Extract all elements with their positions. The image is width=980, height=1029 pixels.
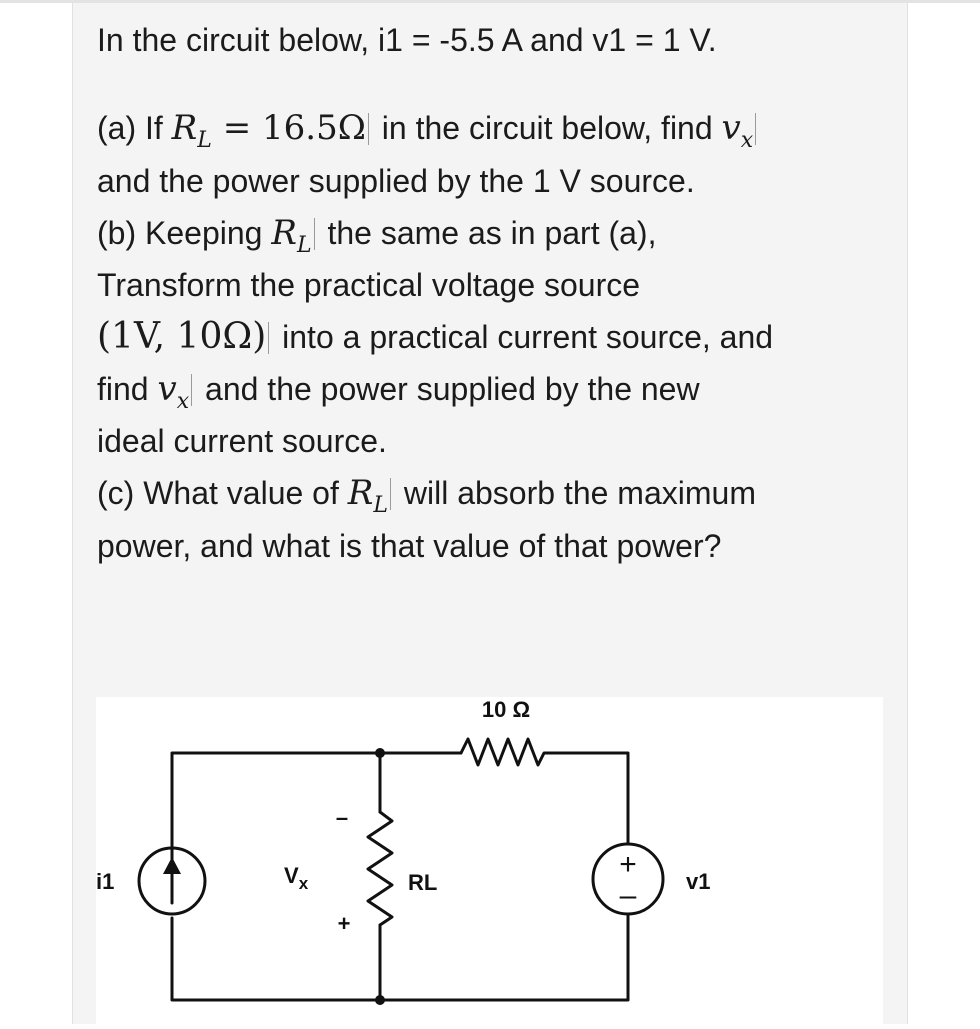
part-b-line-5: ideal current source.: [97, 423, 387, 459]
part-a-line-1: [97, 108, 897, 153]
rl-label: RL: [408, 870, 438, 895]
vx-subscript: x: [176, 389, 190, 414]
source-math: (1V, 10Ω): [97, 316, 267, 357]
part-b-line-2: Transform the practical voltage source: [97, 267, 641, 303]
rl-subscript: L: [296, 233, 312, 258]
part-b-line-4: [97, 369, 897, 414]
voltage-source-label: v1: [686, 869, 711, 894]
vsource-plus-sign: +: [619, 848, 637, 881]
math-cursor: [268, 322, 269, 354]
part-b-line-3: [97, 317, 897, 357]
vx-label-subscript: x: [298, 874, 309, 893]
math-cursor: [314, 218, 315, 250]
rl-value: 16.5Ω: [262, 108, 366, 148]
resistor-10-ohm: [461, 739, 551, 765]
part-b-line-4-suffix: and the power supplied by the new: [196, 371, 700, 407]
resistor-10-ohm-label: 10 Ω: [481, 697, 531, 722]
vsource-minus-sign: –: [619, 879, 637, 912]
wire-resistor-to-right: [551, 753, 628, 844]
vx-subscript: x: [740, 128, 754, 153]
math-cursor: [390, 478, 391, 510]
part-c-line-2: power, and what is that value of that power?: [97, 528, 722, 564]
part-a-mid: in the circuit below, find: [372, 110, 722, 146]
part-b-line-4-prefix: find: [97, 371, 158, 407]
rl-subscript: L: [197, 128, 212, 153]
part-b-prefix: (b) Keeping: [97, 215, 272, 251]
problem-intro: In the circuit below, i1 = -5.5 A and v1 = 1 V.: [97, 22, 717, 58]
circuit-svg: [96, 697, 883, 1024]
wire-left-top: [172, 753, 380, 881]
part-c-prefix: (c) What value of: [97, 475, 348, 511]
part-a-line-2: and the power supplied by the 1 V source.: [97, 163, 695, 199]
part-b-line-3-suffix: into a practical current source, and: [273, 319, 774, 355]
vx-plus-sign: +: [337, 911, 351, 936]
vx-symbol: v: [721, 108, 741, 148]
vx-label: [284, 863, 309, 893]
node-top: [375, 748, 385, 758]
math-cursor: [368, 113, 369, 145]
rl-symbol: R: [171, 108, 198, 148]
rl-symbol: R: [347, 473, 374, 513]
math-cursor: [755, 113, 756, 145]
node-bottom: [375, 995, 385, 1005]
math-cursor: [191, 374, 192, 406]
equals-sign: =: [211, 108, 262, 148]
rl-symbol: R: [271, 213, 297, 253]
wire-right-bottom: [380, 914, 628, 1000]
circuit-diagram: [96, 697, 883, 1024]
vx-label-text: V: [284, 863, 299, 888]
vx-minus-sign: –: [335, 805, 349, 830]
current-source-label: i1: [96, 869, 115, 894]
part-b-suffix: the same as in part (a),: [318, 215, 657, 251]
part-b-line-1: [97, 213, 897, 258]
resistor-rl: [368, 812, 392, 925]
part-a-prefix: (a) If: [97, 110, 172, 146]
part-c-line-1: [97, 473, 897, 518]
part-c-suffix: will absorb the maximum: [394, 475, 756, 511]
vx-symbol: v: [157, 369, 177, 409]
rl-subscript: L: [373, 493, 388, 518]
current-source-arrow-icon: [163, 857, 181, 874]
